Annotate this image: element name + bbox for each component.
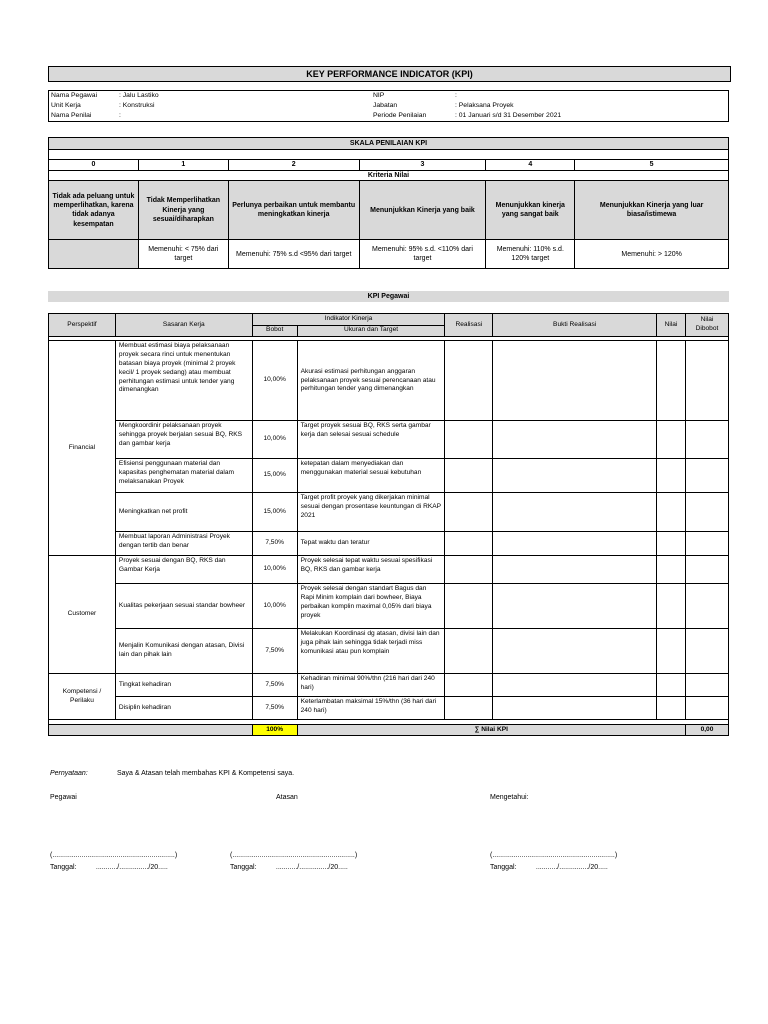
perspektif-financial: Financial	[49, 341, 116, 556]
header-nilai-dibobot: Nilai Dibobot	[685, 314, 728, 337]
scale-table	[48, 137, 729, 269]
criteria-4: Menunjukkan kinerja yang sangat baik	[486, 181, 575, 240]
ukuran-cell: Target profit proyek yang dikerjakan minimal sesuai dengan prosentase keuntungan di RKAP 2021	[297, 493, 445, 532]
ukuran-cell: ketepatan dalam menyediakan dan menggunakan material sesuai kebutuhan	[297, 459, 445, 493]
mengetahui-tanggal: Tanggal: .........../.............../20.....	[490, 864, 608, 871]
nilai-dibobot-cell	[685, 421, 728, 459]
bobot-cell: 15,00%	[252, 493, 297, 532]
realisasi-cell[interactable]	[445, 556, 493, 584]
bobot-cell: 7,50%	[252, 697, 297, 720]
total-label: ∑ Nilai KPI	[297, 725, 685, 736]
sasaran-cell: Membuat estimasi biaya pelaksanaan proyek secara rinci untuk menentukan batasan biaya proyek (minimal 2 proyek kecil/ 1 proyek sedang) atau membuat perhitungan estimasi untuk tender yang dimenangkan	[115, 341, 252, 421]
nilai-dibobot-cell	[685, 629, 728, 674]
nama-penilai-value: :	[119, 112, 121, 120]
nilai-dibobot-cell	[685, 674, 728, 697]
criteria-3: Menunjukkan Kinerja yang baik	[359, 181, 486, 240]
header-indikator: Indikator Kinerja	[252, 314, 445, 326]
ukuran-cell: Akurasi estimasi perhitungan anggaran pelaksanaan proyek sesuai perencanaan atau perhitungan tender yang dimenangkan	[297, 341, 445, 421]
nilai-cell[interactable]	[657, 421, 686, 459]
header-bukti: Bukti Realisasi	[493, 314, 657, 337]
sasaran-cell: Mengkoordinir pelaksanaan proyek sehingga proyek berjalan sesuai BQ, RKS dan gambar kerja	[115, 421, 252, 459]
statement-label: Pernyataan:	[50, 770, 88, 777]
bobot-cell: 7,50%	[252, 532, 297, 556]
table-row	[49, 674, 729, 697]
nilai-dibobot-cell	[685, 697, 728, 720]
kpi-section-title: KPI Pegawai	[48, 291, 729, 302]
kpi-table	[48, 313, 729, 736]
bukti-cell[interactable]	[493, 532, 657, 556]
bukti-cell[interactable]	[493, 697, 657, 720]
ukuran-cell: Melakukan Koordinasi dg atasan, divisi lain dan juga pihak lain sehingga tidak terjadi miss komunikasi atau pun komplain	[297, 629, 445, 674]
threshold-5: Memenuhi: > 120%	[575, 240, 729, 269]
realisasi-cell[interactable]	[445, 493, 493, 532]
ukuran-cell: Proyek selesai tepat waktu sesuai spesifikasi BQ, RKS dan gambar kerja	[297, 556, 445, 584]
sasaran-cell: Menjalin Komunikasi dengan atasan, Divisi lain dan pihak lain	[115, 629, 252, 674]
table-row	[49, 532, 729, 556]
realisasi-cell[interactable]	[445, 459, 493, 493]
scale-title: SKALA PENILAIAN KPI	[49, 138, 729, 150]
sasaran-cell: Disiplin kehadiran	[115, 697, 252, 720]
ukuran-cell: Kehadiran minimal 90%/thn (216 hari dari 240 hari)	[297, 674, 445, 697]
realisasi-cell[interactable]	[445, 584, 493, 629]
scale-number-4: 4	[486, 160, 575, 171]
header-nilai: Nilai	[657, 314, 686, 337]
total-bobot: 100%	[252, 725, 297, 736]
bobot-cell: 10,00%	[252, 556, 297, 584]
nilai-cell[interactable]	[657, 697, 686, 720]
jabatan-label: Jabatan	[373, 102, 398, 110]
realisasi-cell[interactable]	[445, 674, 493, 697]
realisasi-cell[interactable]	[445, 629, 493, 674]
nilai-dibobot-cell	[685, 341, 728, 421]
document-title: KEY PERFORMANCE INDICATOR (KPI)	[48, 66, 731, 82]
sasaran-cell: Meningkatkan net profit	[115, 493, 252, 532]
pegawai-label: Pegawai	[50, 794, 77, 801]
table-row	[49, 697, 729, 720]
statement-text: Saya & Atasan telah membahas KPI & Kompetensi saya.	[117, 770, 295, 777]
threshold-0	[49, 240, 139, 269]
perspektif-kompetensi: Kompetensi / Perilaku	[49, 674, 116, 720]
criteria-1: Tidak Memperlihatkan Kinerja yang sesuai/diharapkan	[138, 181, 228, 240]
scale-number-5: 5	[575, 160, 729, 171]
threshold-1: Memenuhi: < 75% dari target	[138, 240, 228, 269]
sasaran-cell: Proyek sesuai dengan BQ, RKS dan Gambar Kerja	[115, 556, 252, 584]
header-perspektif: Perspektif	[49, 314, 116, 337]
bukti-cell[interactable]	[493, 493, 657, 532]
ukuran-cell: Target proyek sesuai BQ, RKS serta gambar kerja dan selesai sesuai schedule	[297, 421, 445, 459]
nilai-dibobot-cell	[685, 493, 728, 532]
atasan-tanggal: Tanggal: .........../.............../20.....	[230, 864, 348, 871]
mengetahui-signature-line: (...............................................................)	[490, 852, 618, 859]
bukti-cell[interactable]	[493, 459, 657, 493]
nilai-cell[interactable]	[657, 493, 686, 532]
kriteria-label: Kriteria Nilai	[49, 171, 729, 181]
nilai-dibobot-cell	[685, 556, 728, 584]
bukti-cell[interactable]	[493, 421, 657, 459]
table-row	[49, 459, 729, 493]
criteria-5: Menunjukkan Kinerja yang luar biasa/istimewa	[575, 181, 729, 240]
bobot-cell: 10,00%	[252, 341, 297, 421]
realisasi-cell[interactable]	[445, 421, 493, 459]
scale-number-0: 0	[49, 160, 139, 171]
nilai-dibobot-cell	[685, 532, 728, 556]
realisasi-cell[interactable]	[445, 532, 493, 556]
periode-value: : 01 Januari s/d 31 Desember 2021	[455, 112, 562, 120]
bobot-cell: 7,50%	[252, 629, 297, 674]
jabatan-value: : Pelaksana Proyek	[455, 102, 514, 110]
pegawai-signature-line: (...............................................................)	[50, 852, 178, 859]
scale-number-3: 3	[359, 160, 486, 171]
bukti-cell[interactable]	[493, 674, 657, 697]
criteria-0: Tidak ada peluang untuk memperlihatkan, karena tidak adanya kesempatan	[49, 181, 139, 240]
ukuran-cell: Proyek selesai dengan standart Bagus dan Rapi Minim komplain dari bowheer, Biaya perbaikan komplin maximal 0,05% dari biaya proyek	[297, 584, 445, 629]
atasan-label: Atasan	[276, 794, 298, 801]
table-row	[49, 556, 729, 584]
scale-spacer	[49, 150, 729, 160]
scale-number-2: 2	[228, 160, 359, 171]
nilai-dibobot-cell	[685, 459, 728, 493]
nama-penilai-label: Nama Penilai	[51, 112, 92, 120]
nilai-cell[interactable]	[657, 629, 686, 674]
total-value: 0,00	[685, 725, 728, 736]
unit-kerja-label: Unit Kerja	[51, 102, 81, 110]
nilai-cell[interactable]	[657, 584, 686, 629]
nip-label: NIP	[373, 92, 385, 100]
header-sasaran: Sasaran Kerja	[115, 314, 252, 337]
header-ukuran: Ukuran dan Target	[297, 325, 445, 337]
mengetahui-label: Mengetahui:	[490, 794, 529, 801]
table-row	[49, 584, 729, 629]
table-row	[49, 493, 729, 532]
header-bobot: Bobot	[252, 325, 297, 337]
table-row	[49, 341, 729, 421]
scale-number-1: 1	[138, 160, 228, 171]
nip-value: :	[455, 92, 457, 100]
bobot-cell: 10,00%	[252, 421, 297, 459]
perspektif-customer: Customer	[49, 556, 116, 674]
nama-pegawai-label: Nama Pegawai	[51, 92, 98, 100]
periode-label: Periode Penilaian	[373, 112, 427, 120]
bukti-cell[interactable]	[493, 584, 657, 629]
bukti-cell[interactable]	[493, 341, 657, 421]
table-row	[49, 421, 729, 459]
nilai-cell[interactable]	[657, 459, 686, 493]
atasan-signature-line: (...............................................................)	[230, 852, 358, 859]
nilai-cell[interactable]	[657, 532, 686, 556]
criteria-2: Perlunya perbaikan untuk membantu meningkatkan kinerja	[228, 181, 359, 240]
sasaran-cell: Kualitas pekerjaan sesuai standar bowheer	[115, 584, 252, 629]
sasaran-cell: Efisiensi penggunaan material dan kapasitas penghematan material dalam melaksanakan Proyek	[115, 459, 252, 493]
bobot-cell: 10,00%	[252, 584, 297, 629]
table-row	[49, 629, 729, 674]
pegawai-tanggal: Tanggal: .........../.............../20.....	[50, 864, 168, 871]
unit-kerja-value: : Konstruksi	[119, 102, 155, 110]
nama-pegawai-value: : Jalu Lastiko	[119, 92, 159, 100]
realisasi-cell[interactable]	[445, 341, 493, 421]
ukuran-cell: Keterlambatan maksimal 15%/thn (36 hari dari 240 hari)	[297, 697, 445, 720]
threshold-2: Memenuhi: 75% s.d <95% dari target	[228, 240, 359, 269]
bukti-cell[interactable]	[493, 556, 657, 584]
header-realisasi: Realisasi	[445, 314, 493, 337]
threshold-4: Memenuhi: 110% s.d. 120% target	[486, 240, 575, 269]
bobot-cell: 7,50%	[252, 674, 297, 697]
nilai-cell[interactable]	[657, 341, 686, 421]
employee-info-table	[48, 90, 729, 122]
bukti-cell[interactable]	[493, 629, 657, 674]
realisasi-cell[interactable]	[445, 697, 493, 720]
nilai-cell[interactable]	[657, 674, 686, 697]
ukuran-cell: Tepat waktu dan teratur	[297, 532, 445, 556]
nilai-dibobot-cell	[685, 584, 728, 629]
sasaran-cell: Tingkat kehadiran	[115, 674, 252, 697]
sasaran-cell: Membuat laporan Administrasi Proyek dengan tertib dan benar	[115, 532, 252, 556]
bobot-cell: 15,00%	[252, 459, 297, 493]
total-blank	[49, 725, 253, 736]
nilai-cell[interactable]	[657, 556, 686, 584]
threshold-3: Memenuhi: 95% s.d. <110% dari target	[359, 240, 486, 269]
